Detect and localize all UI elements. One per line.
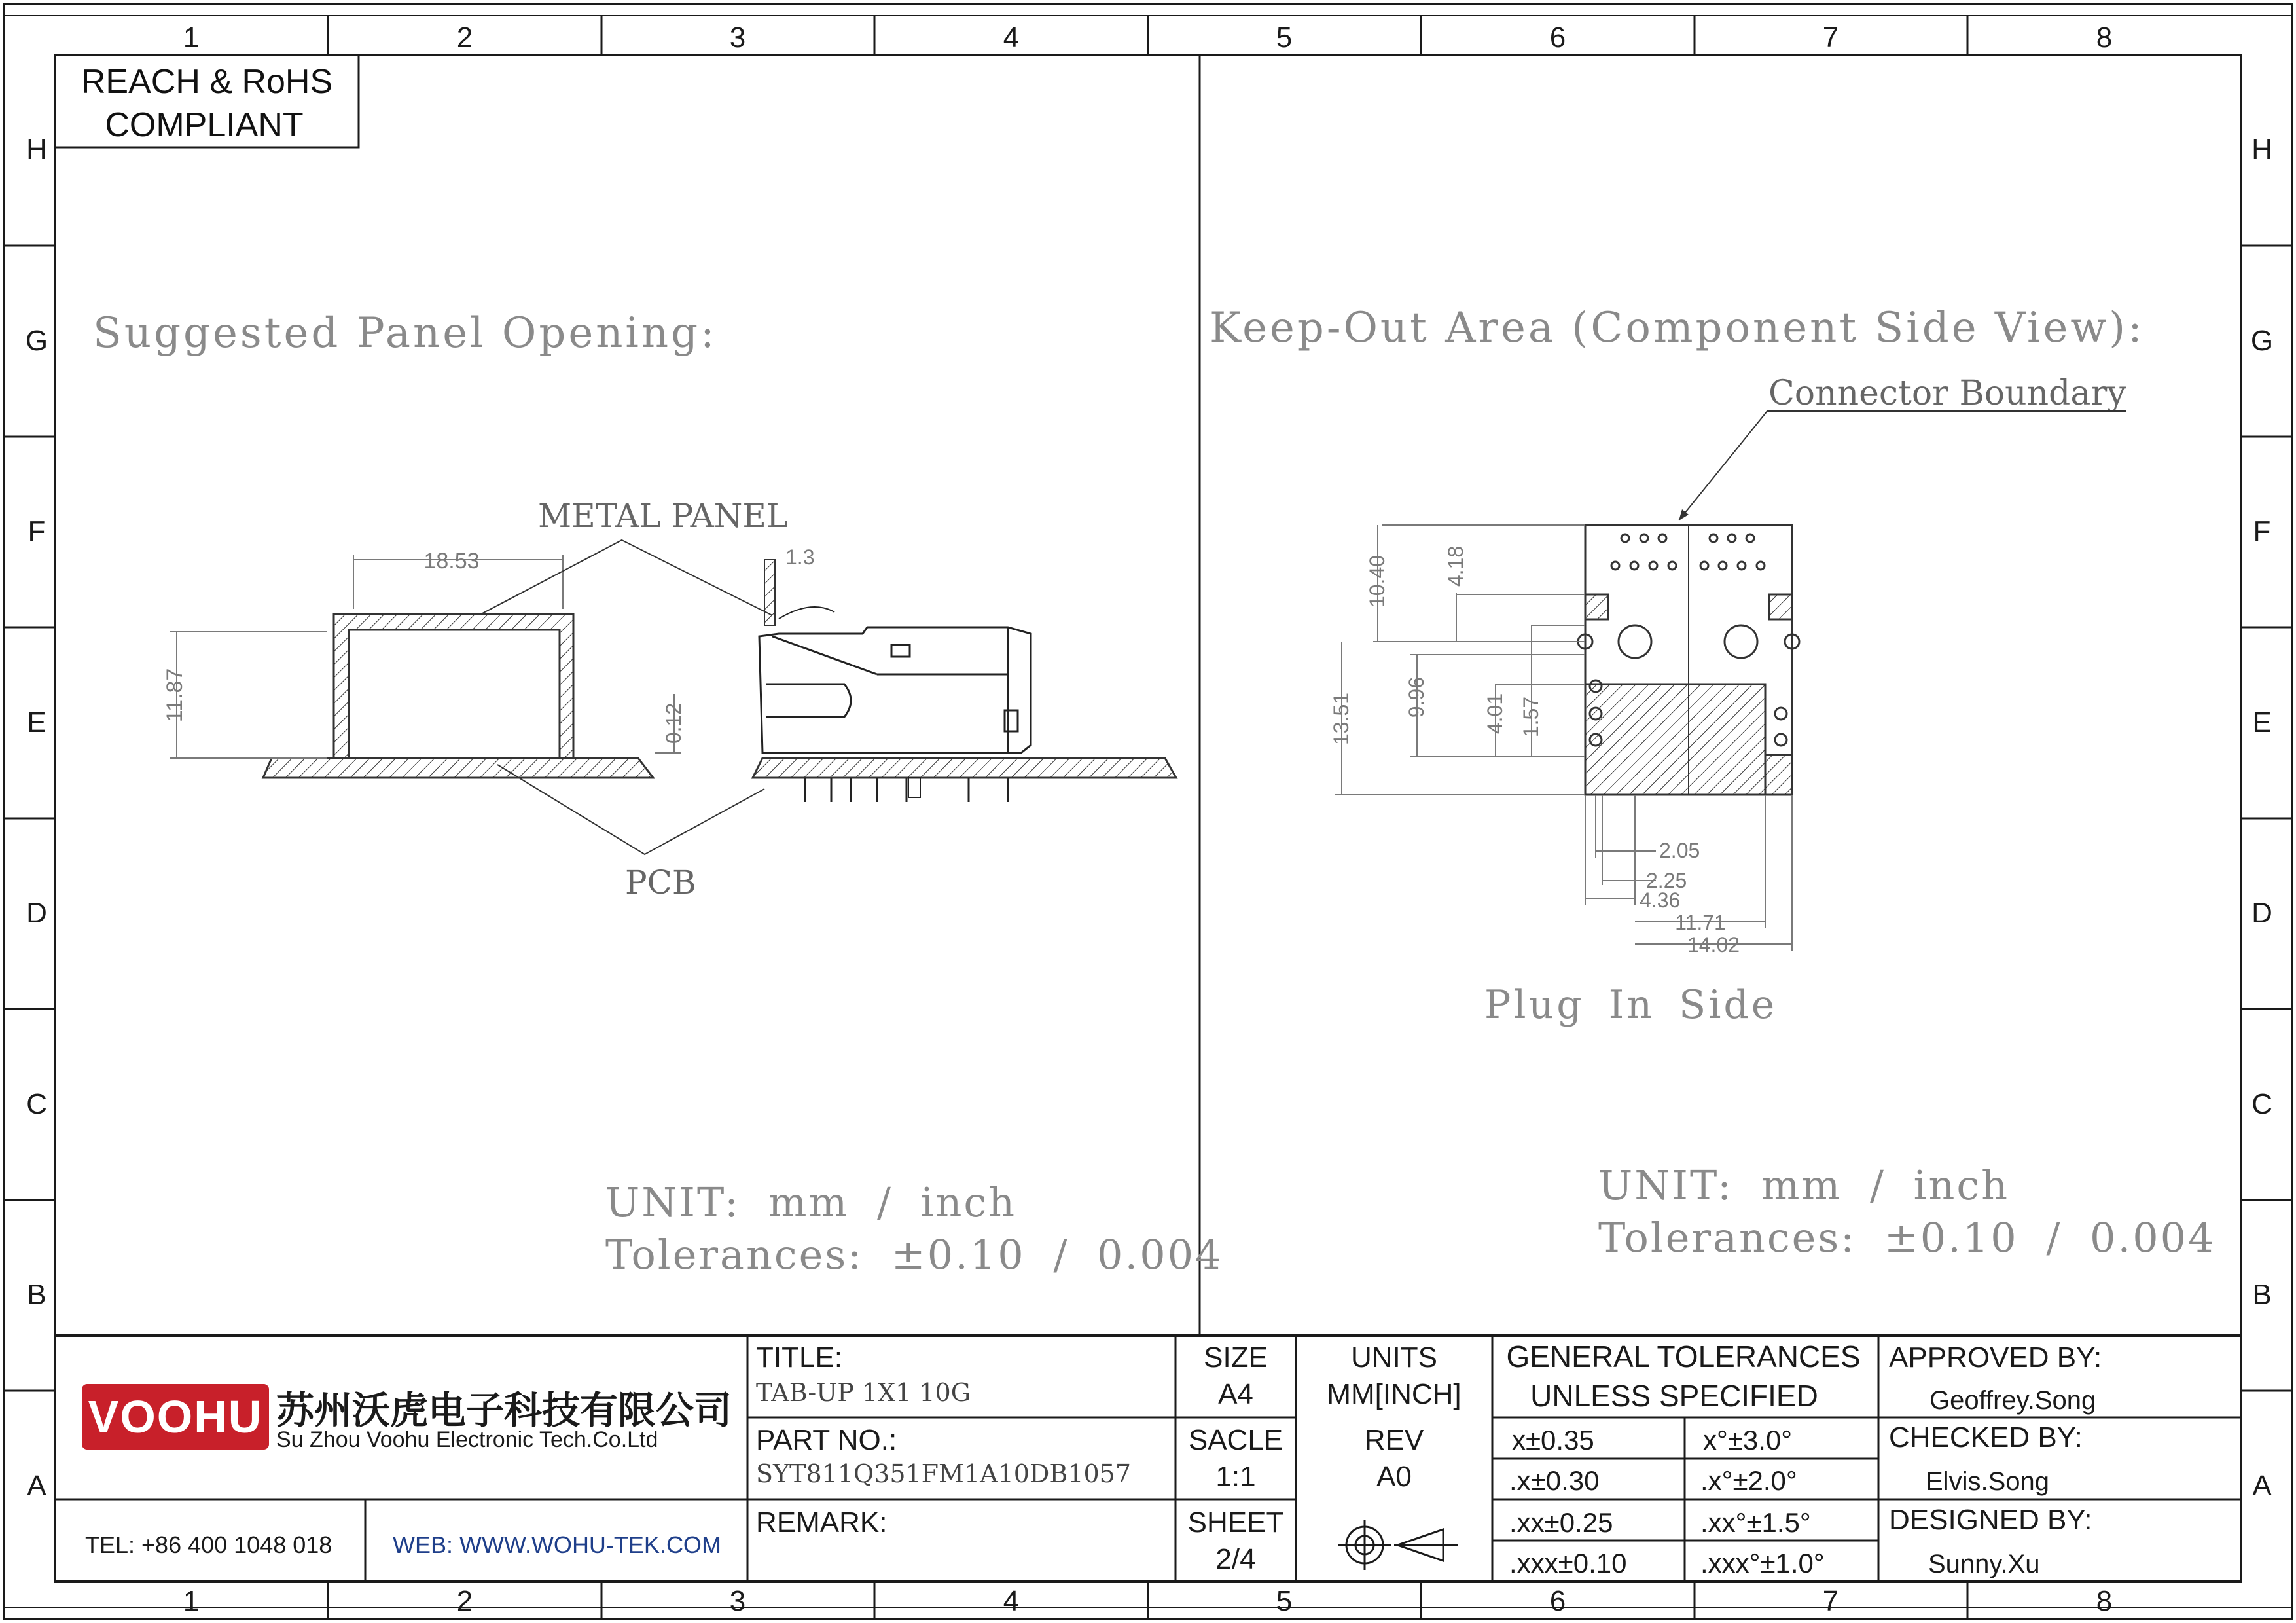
approved-value: Geoffrey.Song [1929,1386,2096,1415]
checked-label: CHECKED BY: [1889,1421,2083,1453]
tol-header-1: GENERAL TOLERANCES [1506,1340,1861,1374]
left-view [93,309,1223,1279]
zone-row-right-F: F [2253,515,2271,547]
zone-row-right-G: G [2250,325,2274,357]
zone-col-bottom-5: 5 [1276,1585,1293,1617]
zone-col-bottom-4: 4 [1003,1585,1020,1617]
zone-col-top-2: 2 [456,22,473,54]
tol-angle-1: .x°±2.0° [1700,1465,1797,1496]
keepout-peg-left [1585,594,1608,619]
metal-panel-label: METAL PANEL [538,497,789,535]
zone-row-right-H: H [2251,134,2272,166]
dim-opening-height: 11.87 [162,668,187,723]
units-value: MM[INCH] [1327,1378,1462,1410]
tol-angle-2: .xx°±1.5° [1700,1507,1811,1538]
tol-header-2: UNLESS SPECIFIED [1530,1379,1818,1413]
zone-row-right-A: A [2252,1470,2272,1502]
scale-value: 1:1 [1215,1461,1256,1493]
size-value: A4 [1218,1378,1253,1410]
right-tolerance-line: Tolerances: ±0.10 / 0.004 [1598,1214,2216,1262]
dim-v3: 13.51 [1329,692,1353,746]
title-block [55,1336,2241,1582]
left-unit-line: UNIT: mm / inch [605,1178,1017,1226]
plug-side-label: Plug In Side [1484,982,1778,1028]
dim-v5: 4.01 [1483,693,1507,735]
dim-h3: 4.36 [1640,888,1681,912]
tol-angle-0: x°±3.0° [1703,1425,1793,1455]
dim-v1: 10.40 [1365,555,1389,608]
metal-panel-frame [334,614,573,758]
zone-row-left-F: F [27,515,46,547]
zone-col-bottom-6: 6 [1549,1585,1566,1617]
zone-row-right-B: B [2252,1279,2272,1311]
zone-col-bottom-7: 7 [1822,1585,1839,1617]
keepout-area [1585,684,1765,795]
compliance-line2: COMPLIANT [105,106,304,144]
left-tolerance-line: Tolerances: ±0.10 / 0.004 [605,1231,1223,1279]
design-label: DESIGNED BY: [1889,1504,2092,1536]
zone-col-bottom-2: 2 [456,1585,473,1617]
checked-value: Elvis.Song [1926,1467,2049,1496]
dim-v4: 9.96 [1405,676,1428,718]
metal-panel-leader [481,540,772,615]
left-heading: Suggested Panel Opening: [93,309,717,357]
zone-row-left-B: B [27,1279,46,1311]
zone-row-left-E: E [27,706,46,739]
title-value: TAB-UP 1X1 10G [756,1378,971,1407]
keepout-strip [1765,755,1792,795]
zone-col-top-8: 8 [2096,22,2113,54]
tol-linear-2: .xx±0.25 [1509,1507,1613,1538]
zone-row-left-H: H [26,134,47,166]
part-label: PART NO.: [756,1424,897,1456]
zone-row-right-E: E [2252,706,2272,739]
pcb-right [753,758,1176,778]
connector-pins [805,778,1008,802]
dim-v2: 4.18 [1444,545,1467,587]
zone-col-bottom-3: 3 [729,1585,746,1617]
tel-text: TEL: +86 400 1048 018 [85,1531,332,1558]
zone-col-top-5: 5 [1276,22,1293,54]
logo-text: VOOHU [88,1391,263,1442]
dim-opening-width: 18.53 [423,549,480,574]
zone-col-top-6: 6 [1549,22,1566,54]
dim-h4: 11.71 [1675,911,1726,934]
zone-col-top-7: 7 [1822,22,1839,54]
boundary-leader [1679,411,2126,520]
dim-gap: 0.12 [662,702,685,744]
company-cn: 苏州沃虎电子科技有限公司 [276,1389,732,1432]
right-view [1210,304,2216,1262]
keepout-peg-right [1769,594,1792,619]
tol-linear-3: .xxx±0.10 [1509,1548,1627,1578]
dim-panel-thickness: 1.3 [785,545,815,569]
part-value: SYT811Q351FM1A10DB1057 [756,1459,1132,1488]
dim-h1: 2.05 [1659,839,1700,862]
sheet-value: 2/4 [1215,1543,1256,1575]
zone-row-left-C: C [26,1088,47,1120]
tol-linear-0: x±0.35 [1512,1425,1594,1455]
zone-col-top-4: 4 [1003,22,1020,54]
design-value: Sunny.Xu [1928,1550,2040,1578]
sheet-label: SHEET [1187,1506,1284,1539]
approved-label: APPROVED BY: [1889,1341,2102,1374]
pcb-label: PCB [625,864,696,902]
zone-row-left-A: A [27,1470,46,1502]
size-label: SIZE [1204,1341,1268,1374]
company-en: Su Zhou Voohu Electronic Tech.Co.Ltd [276,1427,658,1452]
zone-row-left-G: G [25,325,48,357]
panel-strip [764,560,775,625]
zone-ticks [4,16,2292,1619]
tol-linear-1: .x±0.30 [1509,1465,1600,1496]
rev-value: A0 [1376,1461,1412,1493]
dim-v6: 1.57 [1519,696,1543,738]
zone-col-bottom-8: 8 [2096,1585,2113,1617]
right-unit-line: UNIT: mm / inch [1598,1161,2010,1209]
pcb-left [263,758,653,778]
connector-peg [908,778,920,797]
right-heading: Keep-Out Area (Component Side View): [1210,304,2145,352]
boundary-label: Connector Boundary [1768,374,2126,413]
zone-row-left-D: D [26,897,47,929]
dim-h2: 2.25 [1646,869,1687,892]
zone-col-top-1: 1 [183,22,200,54]
zone-row-right-C: C [2251,1088,2272,1120]
rev-label: REV [1364,1424,1424,1456]
projection-symbol-icon [1338,1520,1458,1570]
panel-curve [779,607,834,619]
zone-col-top-3: 3 [729,22,746,54]
zone-col-bottom-1: 1 [183,1585,200,1617]
dim-h5: 14.02 [1687,933,1740,957]
zone-row-right-D: D [2251,897,2272,929]
title-label: TITLE: [756,1341,843,1374]
outer-frame [4,4,2292,1619]
web-link[interactable]: WEB: WWW.WOHU-TEK.COM [393,1531,721,1558]
scale-label: SACLE [1188,1424,1283,1456]
compliance-line1: REACH & RoHS [81,63,333,101]
remark-label: REMARK: [756,1506,888,1539]
tol-angle-3: .xxx°±1.0° [1700,1548,1825,1578]
units-label: UNITS [1351,1341,1437,1374]
